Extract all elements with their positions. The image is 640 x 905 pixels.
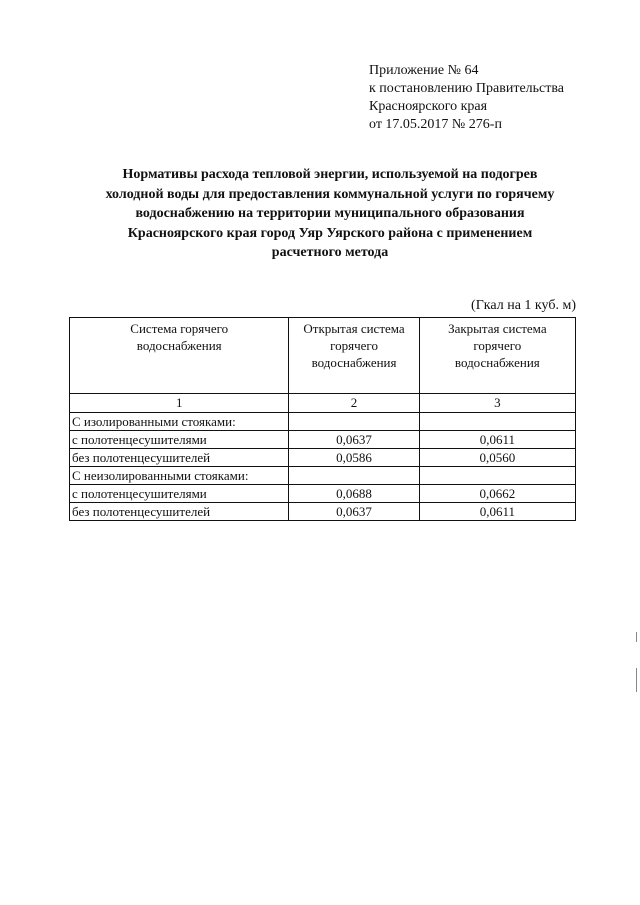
- value-open: [289, 413, 419, 431]
- table-row: [70, 449, 576, 467]
- header-cell-open: [289, 318, 419, 394]
- norms-table: [69, 317, 576, 521]
- value-open: 0,0637: [289, 431, 419, 449]
- table-row: [70, 467, 576, 485]
- title-line: водоснабжению на территории муниципального образования: [135, 206, 525, 221]
- header-text: горячего: [473, 338, 522, 353]
- appendix-line: от 17.05.2017 № 276-п: [369, 117, 502, 132]
- header-text: Система горячего: [130, 321, 229, 336]
- title-line: Красноярского края город Уяр Уярского района с применением: [127, 225, 533, 241]
- header-text: водоснабжения: [454, 355, 540, 370]
- header-text: водоснабжения: [136, 338, 222, 353]
- row-label: без полотенцесушителей: [70, 503, 289, 521]
- value-open: [289, 467, 419, 485]
- row-label: с полотенцесушителями: [70, 431, 289, 449]
- value-open: 0,0586: [289, 449, 419, 467]
- value-open: 0,0637: [289, 503, 419, 521]
- appendix-line: к постановлению Правительства: [369, 81, 565, 96]
- title-line: Нормативы расхода тепловой энергии, используемой на подогрев: [122, 167, 538, 182]
- column-number: 2: [289, 394, 419, 413]
- header-text: водоснабжения: [311, 355, 397, 370]
- value-closed: [419, 413, 575, 431]
- unit-note: (Гкал на 1 куб. м): [471, 298, 576, 313]
- table-row: [70, 503, 576, 521]
- header-text: горячего: [330, 338, 378, 353]
- value-closed: 0,0611: [419, 431, 575, 449]
- value-open: 0,0688: [289, 485, 419, 503]
- row-label: с полотенцесушителями: [70, 485, 289, 503]
- scan-edge-mark: [636, 632, 637, 642]
- appendix-line: Красноярского края: [369, 99, 488, 114]
- column-number: 1: [70, 394, 289, 413]
- column-number: 3: [419, 394, 575, 413]
- scan-edge-mark: [636, 668, 637, 692]
- value-closed: [419, 467, 575, 485]
- row-label: без полотенцесушителей: [70, 449, 289, 467]
- title-line: холодной воды для предоставления коммунальной услуги по горячему: [105, 186, 555, 202]
- appendix-block: [369, 62, 564, 134]
- document-title: [60, 165, 600, 263]
- value-closed: 0,0560: [419, 449, 575, 467]
- value-closed: 0,0611: [419, 503, 575, 521]
- header-text: Открытая система: [303, 321, 405, 336]
- table-header-row: [70, 318, 576, 394]
- header-cell-closed: [419, 318, 575, 394]
- table-row: [70, 413, 576, 431]
- header-text: Закрытая система: [448, 321, 547, 336]
- appendix-line: Приложение № 64: [369, 63, 479, 78]
- row-label: С изолированными стояками:: [70, 413, 289, 431]
- table-row: [70, 485, 576, 503]
- header-cell-system: [70, 318, 289, 394]
- title-line: расчетного метода: [271, 245, 389, 260]
- value-closed: 0,0662: [419, 485, 575, 503]
- table-row: [70, 431, 576, 449]
- column-number-row: [70, 394, 576, 413]
- row-label: С неизолированными стояками:: [70, 467, 289, 485]
